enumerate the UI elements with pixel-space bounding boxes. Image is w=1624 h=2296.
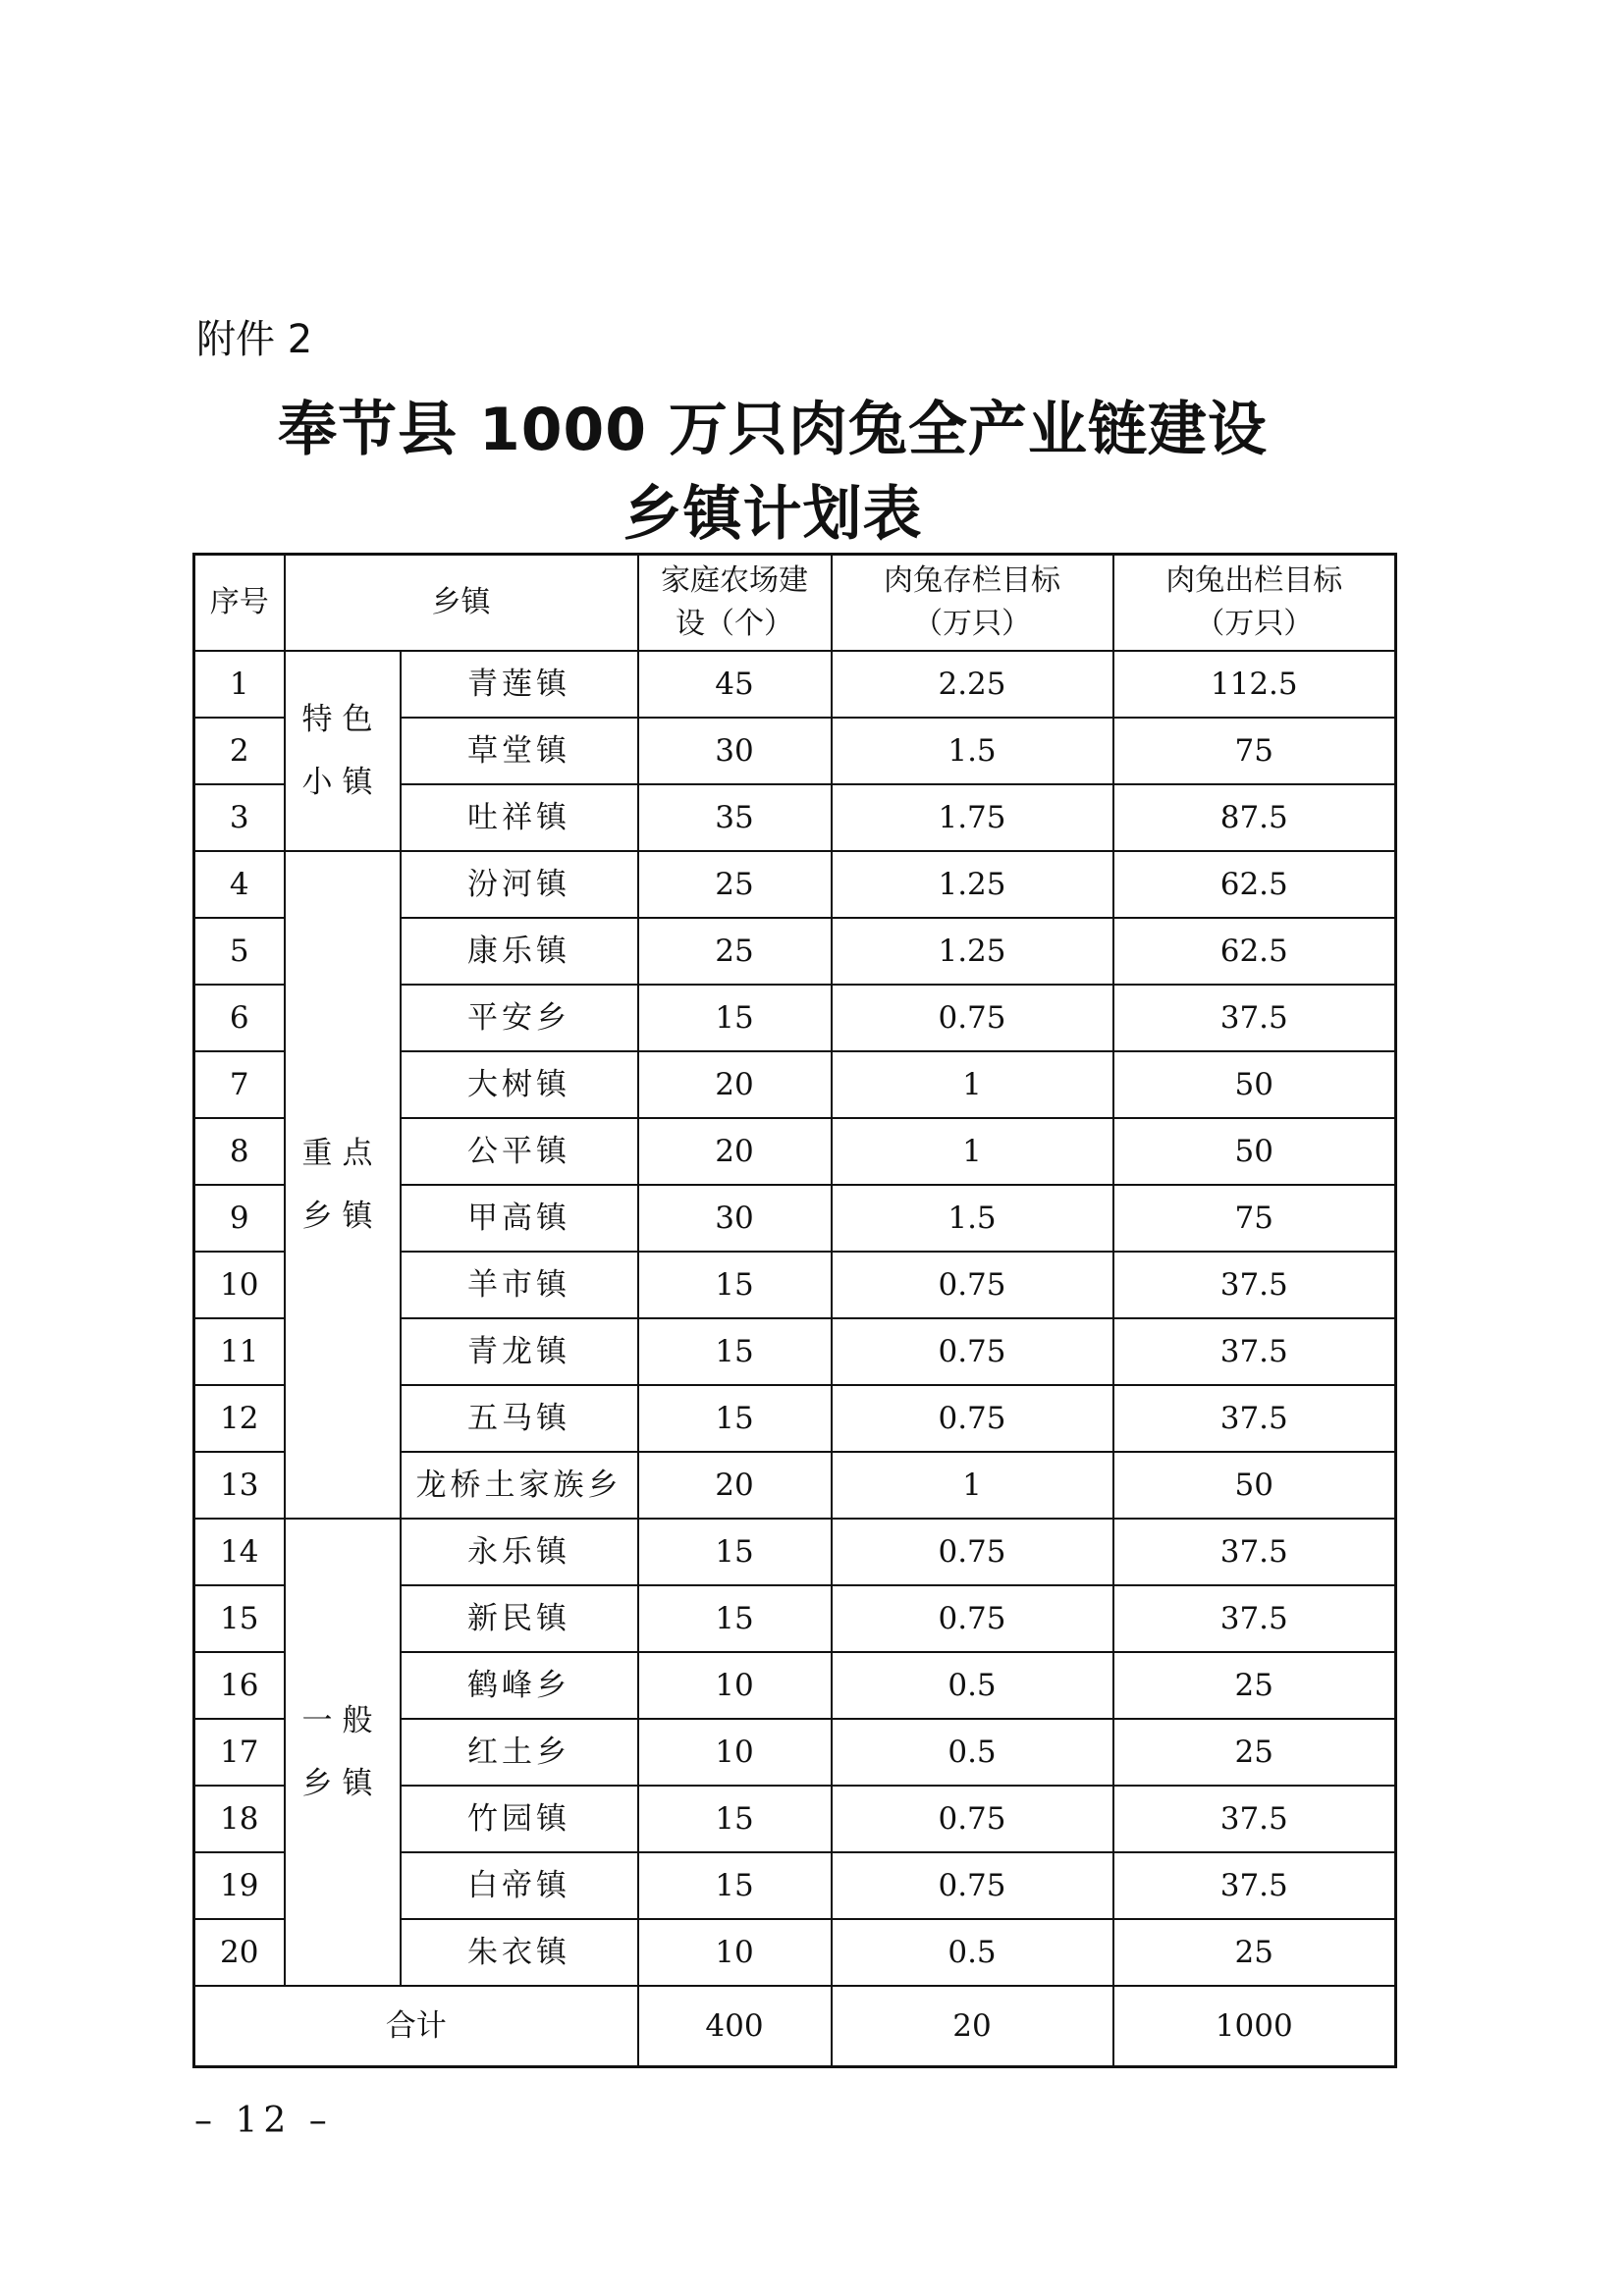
row-town: 平安乡	[401, 985, 638, 1051]
header-stock-line-2: （万只）	[913, 607, 1031, 641]
row-seq: 12	[194, 1385, 285, 1452]
row-seq: 18	[194, 1786, 285, 1852]
page-number: – 12 –	[194, 2101, 333, 2141]
row-farms: 15	[638, 1318, 832, 1385]
row-output: 37.5	[1113, 1318, 1396, 1385]
row-town: 康乐镇	[401, 918, 638, 985]
row-town: 鹤峰乡	[401, 1652, 638, 1719]
table-row	[194, 651, 1396, 718]
row-farms: 35	[638, 784, 832, 851]
row-seq: 14	[194, 1519, 285, 1585]
row-town: 红土乡	[401, 1719, 638, 1786]
header-stock	[832, 555, 1113, 652]
row-stock: 1.25	[832, 918, 1113, 985]
table-row	[194, 1519, 1396, 1585]
row-stock: 0.5	[832, 1719, 1113, 1786]
header-output	[1113, 555, 1396, 652]
row-town: 甲高镇	[401, 1185, 638, 1252]
row-stock: 0.75	[832, 1852, 1113, 1919]
row-seq: 13	[194, 1452, 285, 1519]
row-output: 37.5	[1113, 1585, 1396, 1652]
row-farms: 25	[638, 918, 832, 985]
total-stock: 20	[832, 1986, 1113, 2067]
row-town: 公平镇	[401, 1118, 638, 1185]
header-farms	[638, 555, 832, 652]
row-stock: 0.75	[832, 1519, 1113, 1585]
row-output: 37.5	[1113, 1786, 1396, 1852]
row-seq: 1	[194, 651, 285, 718]
row-output: 75	[1113, 718, 1396, 784]
row-farms: 20	[638, 1452, 832, 1519]
header-seq: 序号	[194, 555, 285, 652]
row-farms: 30	[638, 1185, 832, 1252]
row-stock: 0.75	[832, 1786, 1113, 1852]
row-seq: 7	[194, 1051, 285, 1118]
row-seq: 16	[194, 1652, 285, 1719]
township-group-line-1: 一般	[301, 1703, 383, 1738]
township-group-line-2: 小镇	[301, 765, 383, 800]
row-stock: 1	[832, 1452, 1113, 1519]
total-output: 1000	[1113, 1986, 1396, 2067]
row-output: 25	[1113, 1719, 1396, 1786]
row-seq: 8	[194, 1118, 285, 1185]
row-town: 大树镇	[401, 1051, 638, 1118]
row-output: 87.5	[1113, 784, 1396, 851]
row-stock: 0.75	[832, 1385, 1113, 1452]
row-town: 汾河镇	[401, 851, 638, 918]
row-output: 75	[1113, 1185, 1396, 1252]
row-farms: 10	[638, 1919, 832, 1986]
total-label: 合计	[194, 1986, 638, 2067]
row-farms: 15	[638, 1852, 832, 1919]
township-group	[285, 1519, 401, 1986]
row-seq: 19	[194, 1852, 285, 1919]
row-seq: 17	[194, 1719, 285, 1786]
township-group	[285, 851, 401, 1519]
row-output: 50	[1113, 1118, 1396, 1185]
row-output: 25	[1113, 1652, 1396, 1719]
row-farms: 15	[638, 985, 832, 1051]
row-stock: 0.75	[832, 1318, 1113, 1385]
header-output-line-2: （万只）	[1195, 607, 1314, 641]
row-farms: 15	[638, 1585, 832, 1652]
row-output: 37.5	[1113, 1519, 1396, 1585]
total-farms: 400	[638, 1986, 832, 2067]
row-farms: 15	[638, 1519, 832, 1585]
row-town: 新民镇	[401, 1585, 638, 1652]
row-seq: 20	[194, 1919, 285, 1986]
total-row	[194, 1986, 1396, 2067]
document-title-line-2: 乡镇计划表	[623, 480, 923, 549]
row-stock: 0.75	[832, 1252, 1113, 1318]
row-seq: 4	[194, 851, 285, 918]
row-town: 青莲镇	[401, 651, 638, 718]
row-town: 竹园镇	[401, 1786, 638, 1852]
row-stock: 2.25	[832, 651, 1113, 718]
row-town: 青龙镇	[401, 1318, 638, 1385]
row-stock: 0.5	[832, 1919, 1113, 1986]
row-seq: 3	[194, 784, 285, 851]
row-farms: 15	[638, 1385, 832, 1452]
row-stock: 0.75	[832, 1585, 1113, 1652]
row-town: 吐祥镇	[401, 784, 638, 851]
township-group-line-1: 特色	[301, 702, 383, 737]
row-farms: 25	[638, 851, 832, 918]
row-farms: 10	[638, 1652, 832, 1719]
table-row	[194, 851, 1396, 918]
row-stock: 1.5	[832, 1185, 1113, 1252]
row-farms: 20	[638, 1051, 832, 1118]
row-stock: 0.75	[832, 985, 1113, 1051]
row-output: 112.5	[1113, 651, 1396, 718]
row-town: 朱衣镇	[401, 1919, 638, 1986]
row-output: 50	[1113, 1452, 1396, 1519]
row-output: 62.5	[1113, 851, 1396, 918]
row-town: 羊市镇	[401, 1252, 638, 1318]
row-stock: 1	[832, 1051, 1113, 1118]
row-seq: 2	[194, 718, 285, 784]
row-seq: 15	[194, 1585, 285, 1652]
header-stock-line-1: 肉兔存栏目标	[884, 563, 1060, 598]
township-plan-table	[192, 553, 1397, 2068]
row-stock: 0.5	[832, 1652, 1113, 1719]
row-town: 五马镇	[401, 1385, 638, 1452]
row-seq: 10	[194, 1252, 285, 1318]
row-seq: 11	[194, 1318, 285, 1385]
row-stock: 1.5	[832, 718, 1113, 784]
row-output: 25	[1113, 1919, 1396, 1986]
row-farms: 45	[638, 651, 832, 718]
row-output: 62.5	[1113, 918, 1396, 985]
row-output: 50	[1113, 1051, 1396, 1118]
row-stock: 1.25	[832, 851, 1113, 918]
document-title-line-1: 奉节县 1000 万只肉兔全产业链建设	[278, 396, 1268, 464]
row-town: 永乐镇	[401, 1519, 638, 1585]
header-farms-line-2: 设（个）	[676, 607, 793, 641]
row-farms: 15	[638, 1786, 832, 1852]
township-group-line-2: 乡镇	[301, 1766, 383, 1801]
row-output: 37.5	[1113, 1252, 1396, 1318]
header-township: 乡镇	[285, 555, 638, 652]
row-farms: 30	[638, 718, 832, 784]
row-output: 37.5	[1113, 1385, 1396, 1452]
row-town: 龙桥土家族乡	[401, 1452, 638, 1519]
row-seq: 5	[194, 918, 285, 985]
row-farms: 15	[638, 1252, 832, 1318]
row-farms: 20	[638, 1118, 832, 1185]
attachment-label: 附件 2	[196, 317, 313, 362]
row-farms: 10	[638, 1719, 832, 1786]
row-town: 草堂镇	[401, 718, 638, 784]
row-seq: 6	[194, 985, 285, 1051]
row-town: 白帝镇	[401, 1852, 638, 1919]
row-output: 37.5	[1113, 985, 1396, 1051]
township-group	[285, 651, 401, 851]
table-header-row	[194, 555, 1396, 652]
header-output-line-1: 肉兔出栏目标	[1165, 563, 1343, 598]
township-group-line-1: 重点	[301, 1136, 383, 1171]
township-group-line-2: 乡镇	[301, 1199, 383, 1234]
row-stock: 1	[832, 1118, 1113, 1185]
row-stock: 1.75	[832, 784, 1113, 851]
header-farms-line-1: 家庭农场建	[661, 563, 808, 598]
row-output: 37.5	[1113, 1852, 1396, 1919]
row-seq: 9	[194, 1185, 285, 1252]
